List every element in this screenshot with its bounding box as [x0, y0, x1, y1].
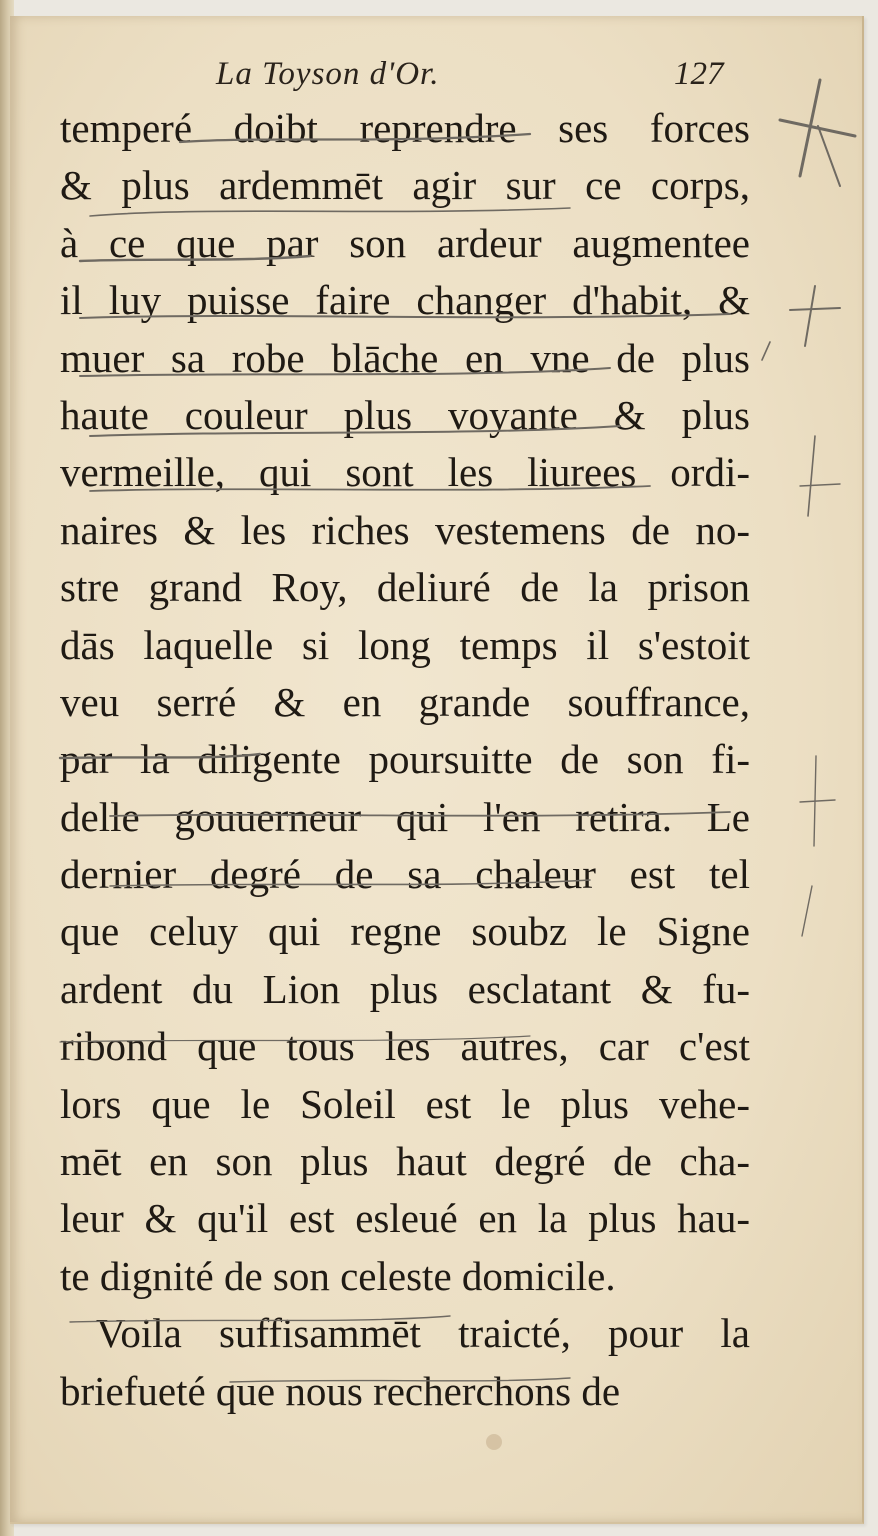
text-line: mēt en son plus haut degré de cha-	[60, 1138, 750, 1185]
text-line: ardent du Lion plus esclatant & fu-	[60, 965, 750, 1012]
book-page	[10, 16, 864, 1524]
text-line: te dignité de son celeste domicile.	[60, 1252, 616, 1299]
text-line: à ce que par son ardeur augmentee	[60, 219, 750, 266]
pencil-cross-mark	[800, 436, 840, 516]
text-line: que celuy qui regne soubz le Signe	[60, 908, 750, 955]
pencil-cross-mark	[800, 756, 835, 846]
pencil-tick-mark	[802, 886, 812, 936]
page-number: 127	[674, 56, 724, 92]
body-text	[60, 100, 750, 1420]
text-line: temperé doibt reprendre ses forces	[60, 105, 750, 151]
text-line: par la diligente poursuitte de son fi-	[60, 736, 750, 783]
page-header	[10, 56, 862, 106]
paper-stain	[486, 1434, 502, 1450]
text-line: naires & les riches vestemens de no-	[60, 506, 750, 553]
running-title: La Toyson d'Or.	[216, 56, 440, 92]
text-line: haute couleur plus voyante & plus	[60, 391, 750, 438]
text-line: muer sa robe blāche en vne de plus	[60, 334, 750, 381]
text-line: & plus ardemmēt agir sur ce corps,	[60, 162, 750, 209]
text-line: ribond que tous les autres, car c'est	[60, 1023, 750, 1070]
text-line: veu serré & en grande souffrance,	[60, 678, 750, 725]
text-line: vermeille, qui sont les liurees ordi-	[60, 449, 750, 496]
text-line: stre grand Roy, deliuré de la prison	[60, 564, 750, 611]
pencil-tick-mark	[762, 342, 770, 360]
text-line: il luy puisse faire changer d'habit, &	[60, 277, 750, 324]
text-line: Voila suffisammēt traicté, pour la	[96, 1310, 750, 1357]
text-line: delle gouuerneur qui l'en retira. Le	[60, 793, 750, 840]
pencil-cross-mark	[790, 286, 840, 346]
text-line: dernier degré de sa chaleur est tel	[60, 851, 750, 898]
text-line: dās laquelle si long temps il s'estoit	[60, 621, 750, 668]
text-line: leur & qu'il est esleué en la plus hau-	[60, 1195, 750, 1242]
text-line: briefueté que nous recherchons de	[60, 1367, 621, 1414]
text-line: lors que le Soleil est le plus vehe-	[60, 1080, 750, 1127]
